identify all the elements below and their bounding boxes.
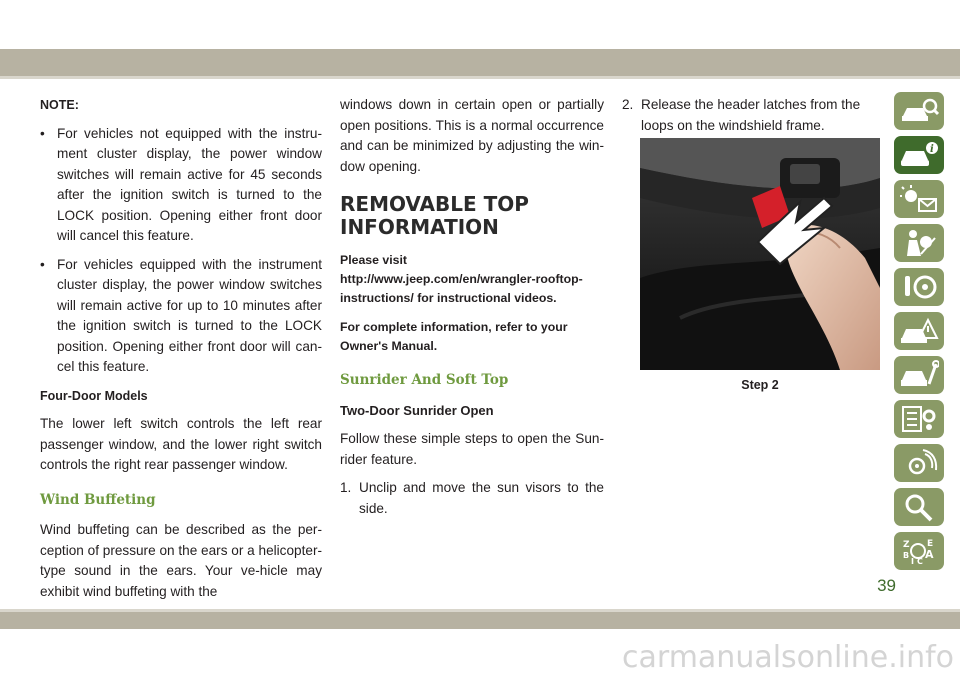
svg-text:B: B: [903, 551, 910, 560]
tab-car-magnifier[interactable]: [894, 92, 944, 130]
step-2: [622, 95, 890, 136]
continued-text: windows down in certain open or partially open positions. This is a normal occurrence and can be minimized by adjusting the win-dow opening.: [340, 97, 604, 174]
svg-text:Z: Z: [903, 540, 910, 550]
top-band: [0, 49, 960, 76]
note-label: NOTE:: [40, 98, 79, 112]
search-icon: [899, 492, 939, 522]
step-number: 2.: [622, 97, 634, 112]
heading-line-1: REMOVABLE TOP: [340, 192, 529, 216]
tab-warning-lights[interactable]: [894, 180, 944, 218]
two-door-heading: Two-Door Sunrider Open: [340, 402, 494, 418]
car-magnifier-icon: [899, 96, 939, 126]
svg-text:I: I: [911, 557, 914, 566]
checklist-gear-icon: [899, 404, 939, 434]
tab-car-info[interactable]: [894, 136, 944, 174]
tab-specifications[interactable]: [894, 400, 944, 438]
column-2: [340, 95, 604, 525]
tab-safety[interactable]: [894, 224, 944, 262]
airbag-person-icon: [899, 228, 939, 258]
photo-caption: Step 2: [741, 378, 779, 392]
radio-phone-icon: [899, 448, 939, 478]
steering-wheel-icon: [899, 272, 939, 302]
bullet-dot: •: [40, 256, 45, 272]
svg-text:C: C: [917, 557, 923, 566]
tab-emergency[interactable]: [894, 312, 944, 350]
chapter-tabs: [894, 92, 946, 576]
car-warning-icon: [899, 316, 939, 346]
tab-servicing[interactable]: [894, 356, 944, 394]
latch-photo-illustration: [640, 138, 880, 370]
warning-light-mail-icon: [899, 184, 939, 214]
bullet-text: For vehicles not equipped with the instru-ment cluster display, the power window switches will remain active for 45 seconds after the ignition switch is turned to the LOCK position. Opening either front door will cancel this feature.: [57, 125, 322, 243]
sunrider-heading: Sunrider And Soft Top: [340, 372, 509, 388]
bullet-dot: •: [40, 125, 45, 141]
step-1: [340, 478, 604, 519]
top-band-line: [0, 76, 960, 79]
step-text: Release the header latches from the loops on the windshield frame.: [641, 97, 861, 133]
bullet-item: [40, 124, 322, 247]
tab-multimedia[interactable]: [894, 444, 944, 482]
heading-line-2: INFORMATION: [340, 215, 499, 239]
column-3: [622, 95, 890, 142]
wind-buffeting-text: Wind buffeting can be described as the per-ception of pressure on the ears or a helicopter-type sound in the ears. Your ve-hicle may exhibit wind buffeting with the: [40, 522, 322, 599]
four-door-text: The lower left switch controls the left rear passenger window, and the lower right switch controls the right rear passenger window.: [40, 416, 322, 472]
complete-info-text: For complete information, refer to your Owner's Manual.: [340, 320, 568, 353]
tab-index[interactable]: [894, 532, 944, 570]
intro-text: Follow these simple steps to open the Sun-rider feature.: [340, 431, 604, 467]
wind-buffeting-heading: Wind Buffeting: [40, 491, 156, 508]
bullet-text: For vehicles equipped with the instrument cluster display, the power window switches will remain active for up to 10 minutes after the ignition switch is turned to the LOCK position. Opening either front door will can-cel this feature.: [57, 256, 322, 374]
column-1: [40, 95, 322, 610]
step-2-photo: [640, 138, 880, 370]
car-wrench-icon: [899, 360, 939, 390]
bottom-band: [0, 612, 960, 629]
car-info-icon: [899, 140, 939, 170]
alphabet-index-icon: [899, 536, 939, 566]
step-number: 1.: [340, 480, 352, 495]
svg-text:E: E: [927, 539, 934, 549]
svg-text:A: A: [925, 548, 934, 561]
removable-top-heading: [340, 193, 604, 239]
page-number: 39: [877, 576, 896, 595]
watermark: carmanualsonline.info: [622, 640, 954, 675]
tab-starting-operating[interactable]: [894, 268, 944, 306]
visit-text: Please visit http://www.jeep.com/en/wrangler-rooftop-instructions/ for instructional videos.: [340, 253, 583, 305]
step-text: Unclip and move the sun visors to the side.: [359, 480, 604, 516]
four-door-heading: Four-Door Models: [40, 388, 148, 403]
bullet-item: [40, 255, 322, 378]
svg-text:i: i: [930, 144, 934, 155]
tab-search[interactable]: [894, 488, 944, 526]
